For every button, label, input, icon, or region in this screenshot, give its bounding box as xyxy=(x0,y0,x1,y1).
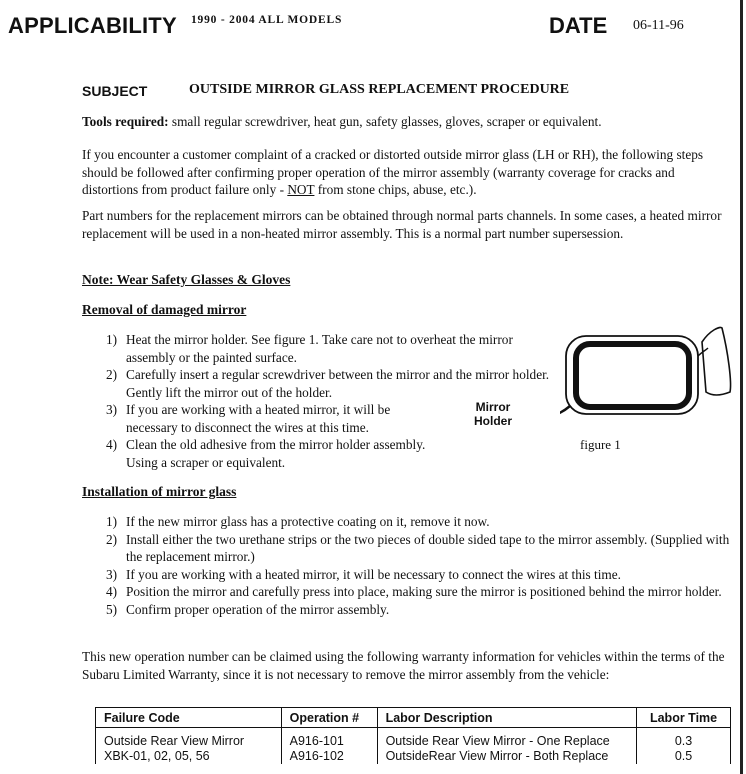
parts-paragraph: Part numbers for the replacement mirrors can be obtained through normal parts channels. In some cases, a heated mirror replacement will be used in a non-heated mirror assembly. This is a normal part number supersession. xyxy=(82,208,722,241)
tools-required xyxy=(82,113,730,131)
safety-note: Note: Wear Safety Glasses & Gloves xyxy=(82,272,291,287)
bulletin-date: 06-11-96 xyxy=(633,18,684,33)
step-number: 1) xyxy=(106,332,118,347)
date-label: DATE xyxy=(549,13,608,38)
step-number: 5) xyxy=(106,601,118,617)
step-text: Clean the old adhesive from the mirror holder assembly. Using a scraper or equivalent. xyxy=(126,437,426,470)
warranty-table xyxy=(95,707,731,764)
step-text: If you are working with a heated mirror, it will be necessary to disconnect the wires at this time. xyxy=(126,402,391,435)
list-item xyxy=(106,601,731,619)
column-header: Labor Time xyxy=(637,708,731,728)
figure-1 xyxy=(468,320,738,460)
step-number: 2) xyxy=(106,367,118,382)
table-cell: A916-102 xyxy=(281,749,377,764)
step-number: 3) xyxy=(106,402,118,417)
step-number: 4) xyxy=(106,584,118,599)
intro-paragraph xyxy=(82,146,730,199)
table-row xyxy=(96,728,731,750)
column-header: Failure Code xyxy=(96,708,282,728)
list-item xyxy=(106,436,456,471)
list-item xyxy=(106,583,731,601)
page-edge-rule xyxy=(740,0,743,774)
removal-heading: Removal of damaged mirror xyxy=(82,302,247,317)
step-text: If you are working with a heated mirror, it will be necessary to connect the wires at this time. xyxy=(126,566,621,582)
callout-line-2: Holder xyxy=(474,414,513,428)
callout-line-1: Mirror xyxy=(475,400,511,414)
step-number: 2) xyxy=(106,531,118,547)
step-text: Position the mirror and carefully press into place, making sure the mirror is positioned behind the mirror holder. xyxy=(126,584,722,599)
step-text: Install either the two urethane strips or the two pieces of double sided tape to the mirror assembly. (Supplied with the replacement mirror.) xyxy=(126,531,730,564)
step-text: Carefully insert a regular screwdriver between the mirror and the mirror holder. Gently lift the mirror out of the holder. xyxy=(126,367,550,400)
table-row xyxy=(96,749,731,764)
subject-label: SUBJECT xyxy=(82,83,148,99)
table-header-row xyxy=(96,708,731,728)
table-cell: A916-101 xyxy=(281,728,377,750)
table-cell: OutsideRear View Mirror - Both Replace xyxy=(377,749,637,764)
step-number: 1) xyxy=(106,514,118,529)
step-number: 4) xyxy=(106,437,118,452)
list-item xyxy=(106,566,731,584)
column-header: Operation # xyxy=(281,708,377,728)
step-number: 3) xyxy=(106,566,118,582)
table-cell: 0.5 xyxy=(637,749,731,764)
tools-list: small regular screwdriver, heat gun, safety glasses, gloves, scraper or equivalent. xyxy=(168,114,602,129)
list-item xyxy=(106,531,731,566)
step-text: If the new mirror glass has a protective coating on it, remove it now. xyxy=(126,514,490,529)
applicable-models: 1990 - 2004 ALL MODELS xyxy=(191,14,343,26)
intro-text-2: from stone chips, abuse, etc.). xyxy=(314,182,477,197)
mirror-holder-callout xyxy=(474,400,512,428)
table-cell: XBK-01, 02, 05, 56 xyxy=(96,749,282,764)
list-item xyxy=(106,513,731,531)
intro-text-1: If you encounter a customer complaint of a cracked or distorted outside mirror glass (LH or RH), the following steps should be followed after confirming proper operation of the mirror assembly (warranty coverage for cracks and distortions from product failure only - xyxy=(82,147,704,197)
warranty-paragraph: This new operation number can be claimed using the following warranty information for vehicles within the terms of the Subaru Limited Warranty, since it is not necessary to remove the mirror assembly from the vehicle: xyxy=(82,649,725,682)
installation-steps xyxy=(106,513,731,618)
intro-emphasis: NOT xyxy=(287,182,315,197)
subject-title: OUTSIDE MIRROR GLASS REPLACEMENT PROCEDURE xyxy=(189,82,570,97)
mirror-holder-illustration xyxy=(560,322,736,422)
table-cell: Outside Rear View Mirror - One Replace xyxy=(377,728,637,750)
tools-label: Tools required: xyxy=(82,114,169,129)
applicability-label: APPLICABILITY xyxy=(8,13,177,38)
column-header: Labor Description xyxy=(377,708,637,728)
table-cell: Outside Rear View Mirror xyxy=(96,728,282,750)
figure-caption: figure 1 xyxy=(580,437,621,452)
table-cell: 0.3 xyxy=(637,728,731,750)
installation-heading: Installation of mirror glass xyxy=(82,484,237,499)
step-text: Heat the mirror holder. See figure 1. Take care not to overheat the mirror assembly or the painted surface. xyxy=(126,332,513,365)
step-text: Confirm proper operation of the mirror assembly. xyxy=(126,601,390,617)
list-item xyxy=(106,401,436,436)
